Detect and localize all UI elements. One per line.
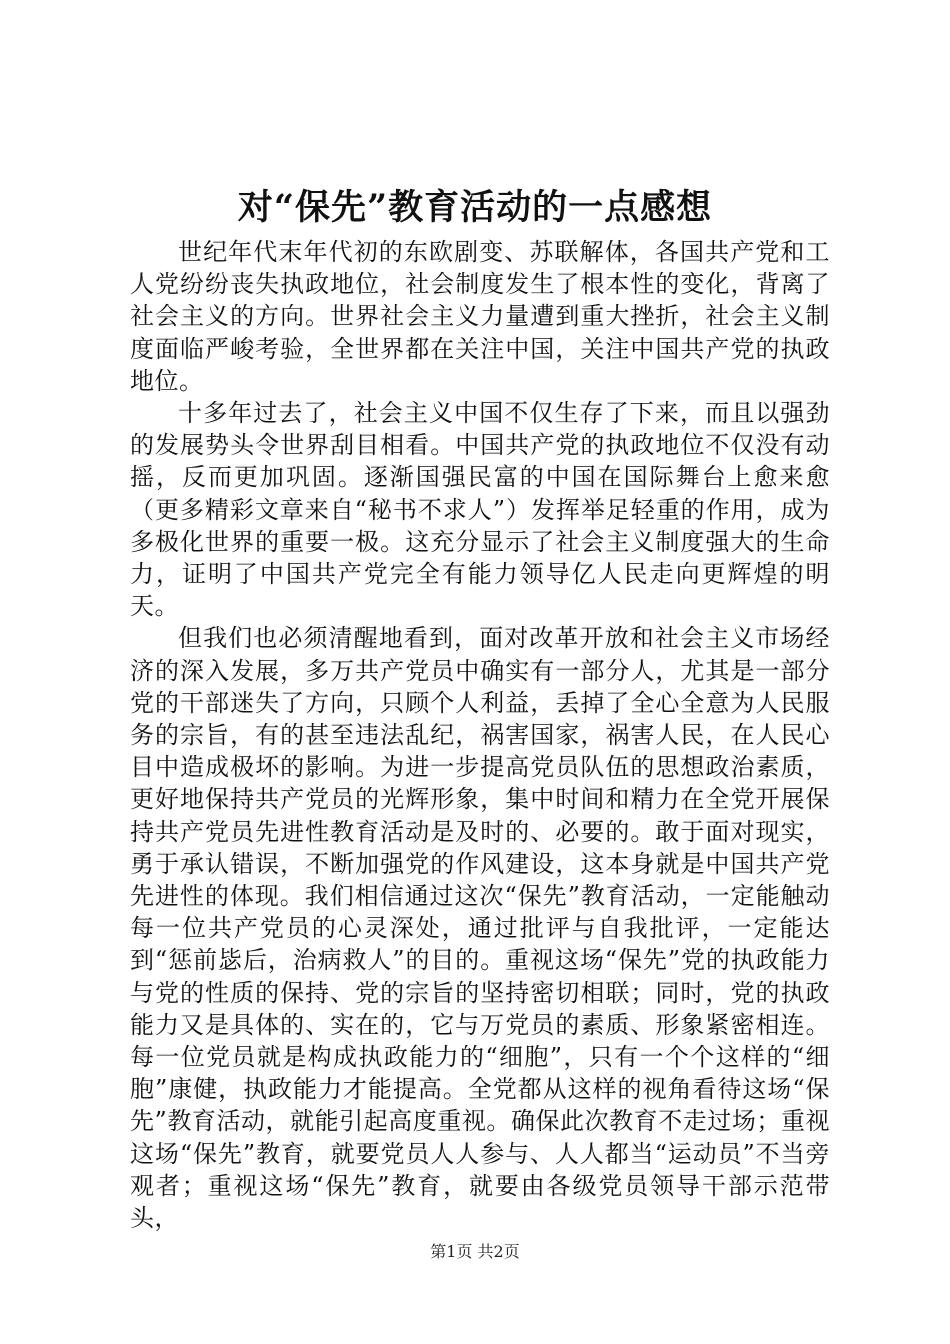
paragraph-1: 世纪年代末年代初的东欧剧变、苏联解体，各国共产党和工人党纷纷丧失执政地位，社会制度发生了根本性的变化，背离了社会主义的方向。世界社会主义力量遭到重大挫折，社会主义制度面临严峻考验，全世界都在关注中国，关注中国共产党的执政地位。 [130,238,830,395]
page-number-footer: 第1页 共2页 [430,1242,520,1261]
paragraph-3: 但我们也必须清醒地看到，面对改革开放和社会主义市场经济的深入发展，多万共产党员中确实有一部分人，尤其是一部分党的干部迷失了方向，只顾个人利益，丢掉了全心全意为人民服务的宗旨，有的甚至违法乱纪，祸害国家，祸害人民，在人民心目中造成极坏的影响。为进一步提高党员队伍的思想政治素质，更好地保持共产党员的光辉形象，集中时间和精力在全党开展保持共产党员先进性教育活动是及时的、必要的。敢于面对现实，勇于承认错误，不断加强党的作风建设，这本身就是中国共产党先进性的体现。我们相信通过这次“保先”教育活动，一定能触动每一位共产党员的心灵深处，通过批评与自我批评，一定能达到“惩前毖后，治病救人”的目的。重视这场“保先”党的执政能力与党的性质的保持、党的宗旨的坚持密切相联；同时，党的执政能力又是具体的、实在的，它与万党员的素质、形象紧密相连。每一位党员就是构成执政能力的“细胞”，只有一个个这样的“细胞”康健，执政能力才能提高。全党都从这样的视角看待这场“保先”教育活动，就能引起高度重视。确保此次教育不走过场；重视这场“保先”教育，就要党员人人参与、人人都当“运动员”不当旁观者；重视这场“保先”教育，就要由各级党员领导干部示范带头， [130,624,830,1233]
page-title: 对“保先”教育活动的一点感想 [237,187,713,228]
article-body [130,236,830,1234]
paragraph-2: 十多年过去了，社会主义中国不仅生存了下来，而且以强劲的发展势头令世界刮目相看。中国共产党的执政地位不仅没有动摇，反而更加巩固。逐渐国强民富的中国在国际舞台上愈来愈（更多精彩文章来自“秘书不求人”）发挥举足轻重的作用，成为多极化世界的重要一极。这充分显示了社会主义制度强大的生命力，证明了中国共产党完全有能力领导亿人民走向更辉煌的明天。 [130,399,830,621]
